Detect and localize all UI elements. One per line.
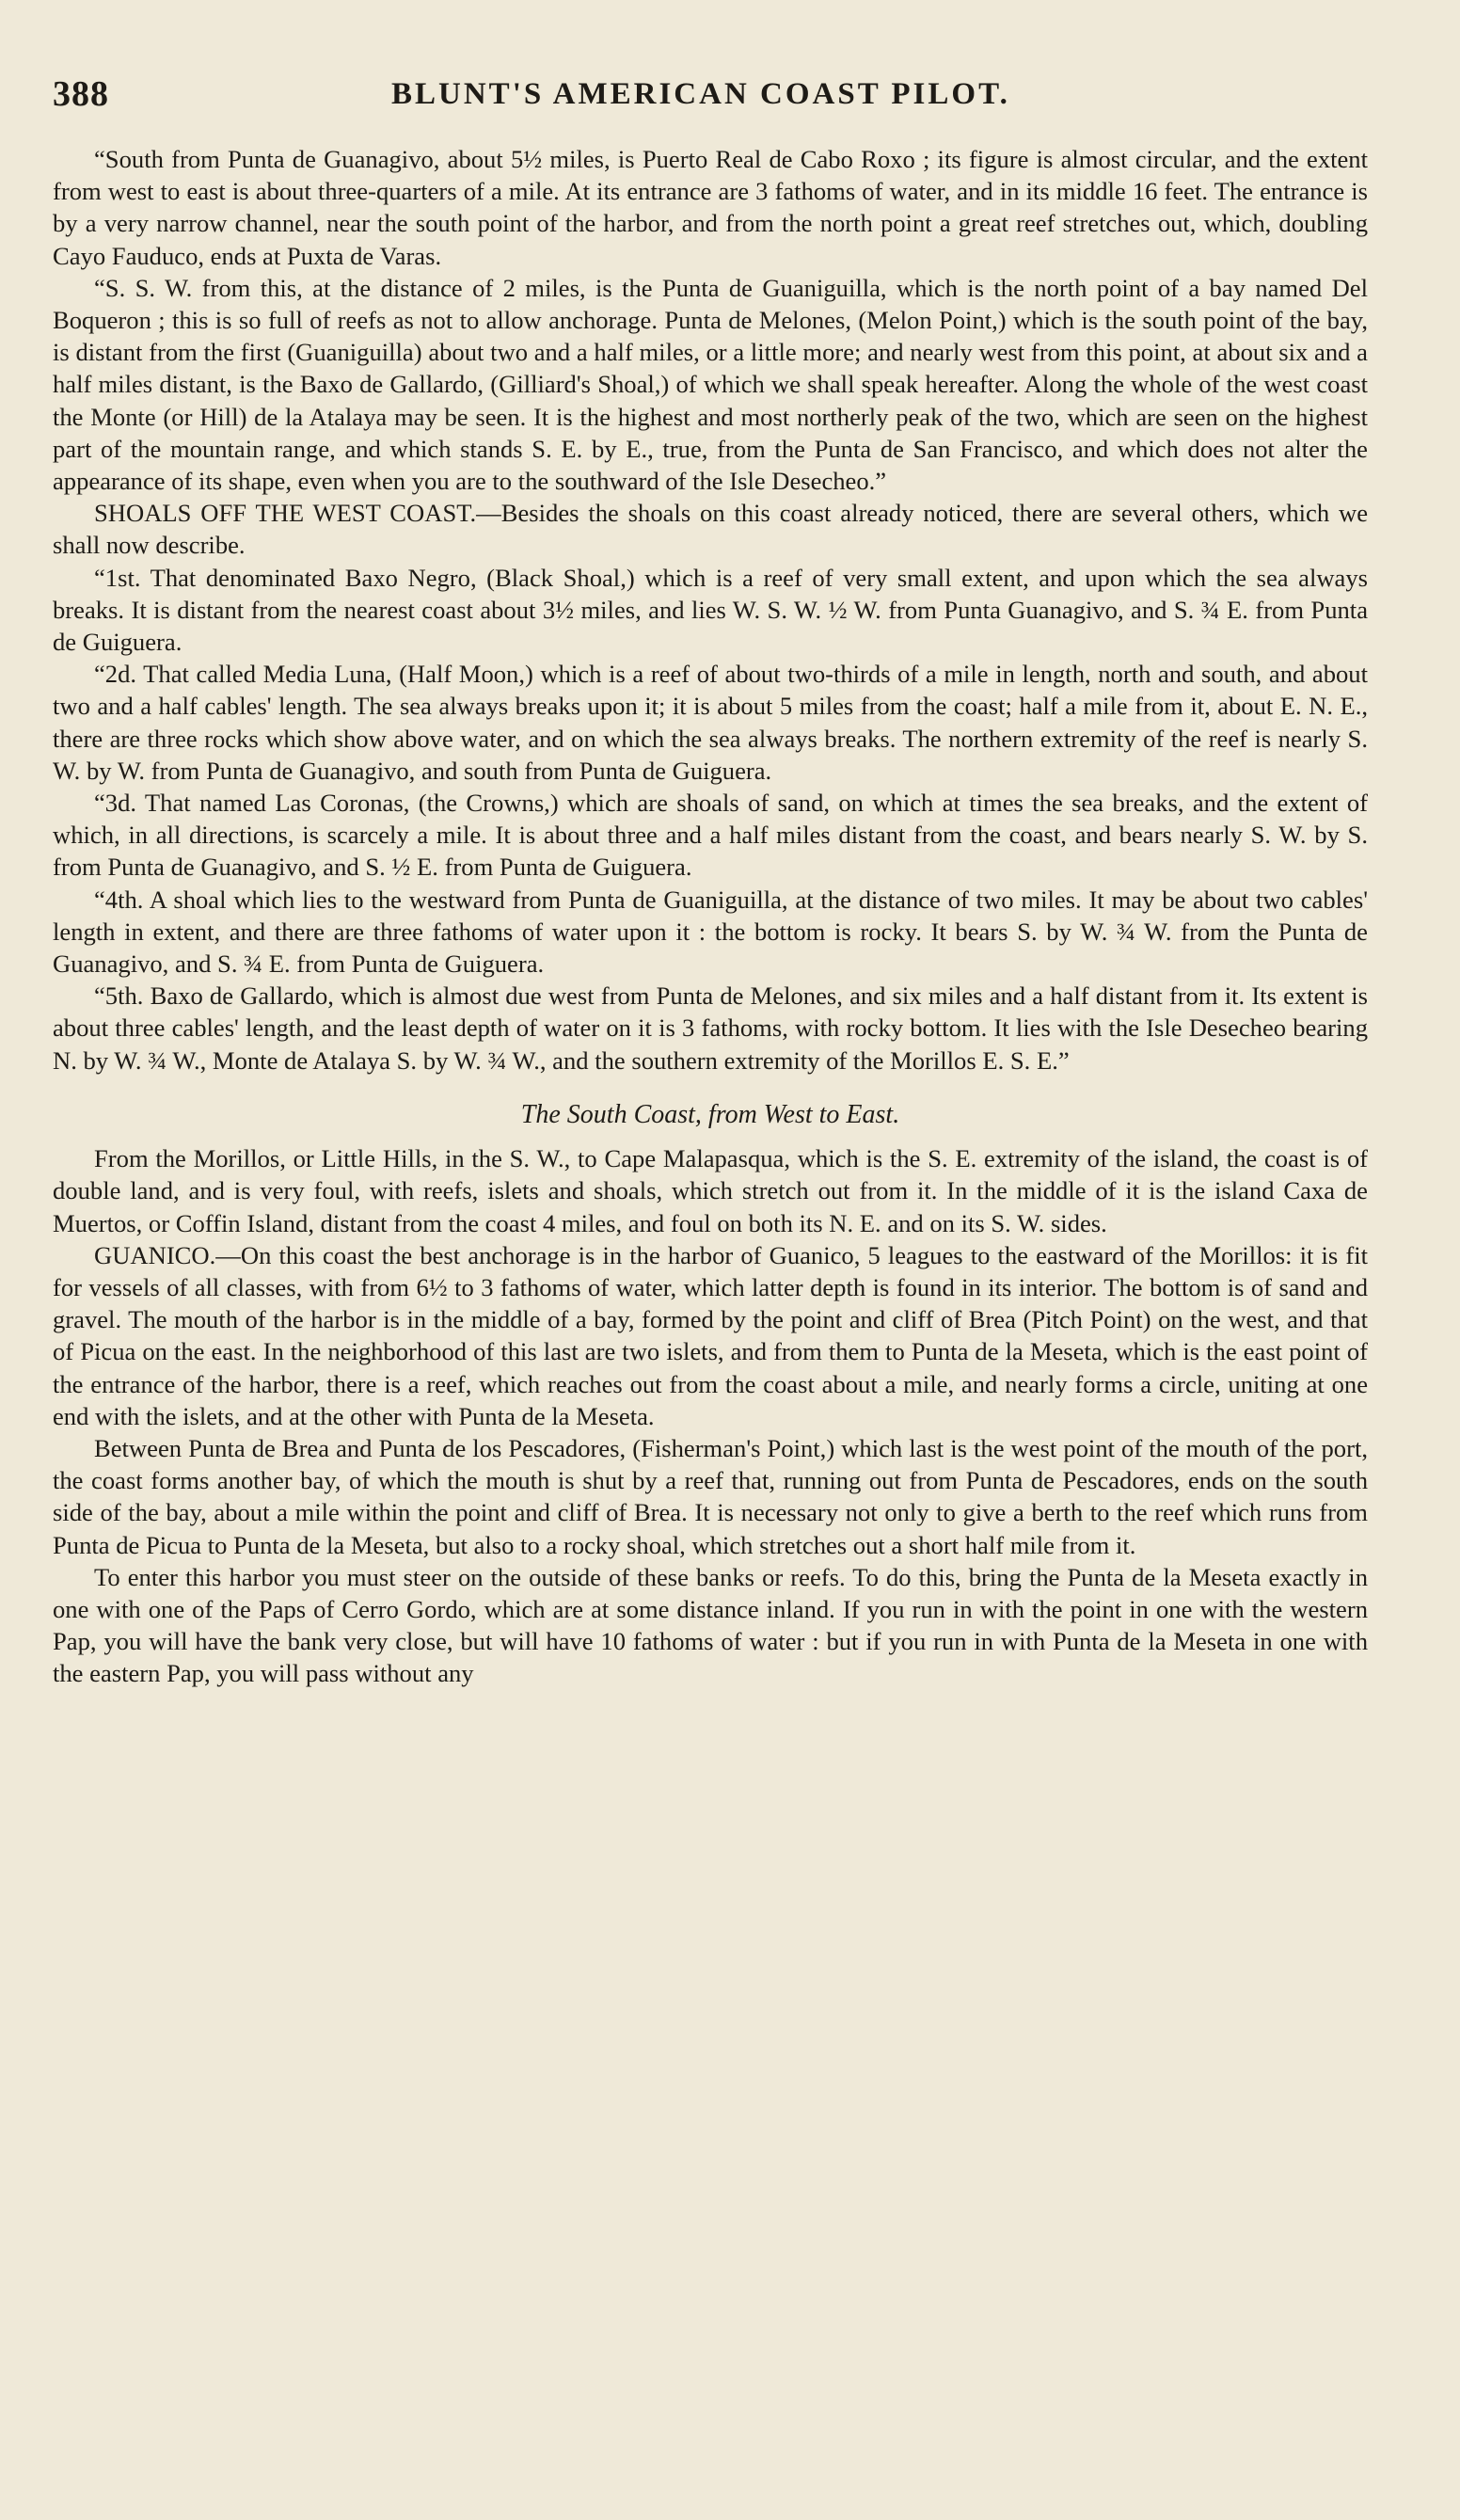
paragraph: “3d. That named Las Coronas, (the Crowns,) which are shoals of sand, on which at times the sea breaks, and the extent of which, in all directions, is scarcely a mile. It is about three and a half miles distant from the coast, and bears nearly S. W. by S. from Punta de Guanagivo, and S. ½ E. from Punta de Guiguera. xyxy=(53,789,1368,882)
body-text xyxy=(53,143,1368,1690)
paragraph: GUANICO.—On this coast the best anchorage is in the harbor of Guanico, 5 leagues to the eastward of the Morillos: it is fit for vessels of all classes, with from 6½ to 3 fathoms of water, which latter depth is found in its interior. The bottom is of sand and gravel. The mouth of the harbor is in the middle of a bay, formed by the point and cliff of Brea (Pitch Point) on the west, and that of Picua on the east. In the neighborhood of this last are two islets, and from them to Punta de la Meseta, which is the east point of the entrance of the harbor, there is a reef, which reaches out from the coast about a mile, and nearly forms a circle, uniting at one end with the islets, and at the other with Punta de la Meseta. xyxy=(53,1240,1368,1430)
paragraph: “S. S. W. from this, at the distance of 2 miles, is the Punta de Guaniguilla, which is the north point of a bay named Del Boqueron ; this is so full of reefs as not to allow anchorage. Punta de Melones, (Melon Point,) which is the south point of the bay, is distant from the first (Guaniguilla) about two and a half miles, or a little more; and nearly west from this point, at about six and a half miles distant, is the Baxo de Gallardo, (Gilliard's Shoal,) of which we shall speak hereafter. Along the whole of the west coast the Monte (or Hill) de la Atalaya may be seen. It is the highest and most northerly peak of the two, which are seen on the highest part of the mountain range, and which stands S. E. by E., true, from the Punta de San Francisco, and which does not alter the appearance of its shape, even when you are to the southward of the Isle Desecheo.” xyxy=(53,273,1368,496)
paragraph: SHOALS OFF THE WEST COAST.—Besides the shoals on this coast already noticed, there are several others, which we shall now describe. xyxy=(53,499,1368,560)
running-head: BLUNT'S AMERICAN COAST PILOT. xyxy=(391,77,1010,111)
paragraph: Between Punta de Brea and Punta de los Pescadores, (Fisherman's Point,) which last is the west point of the mouth of the port, the coast forms another bay, of which the mouth is shut by a reef that, running out from Punta de Pescadores, ends on the south side of the bay, about a mile within the point and cliff of Brea. It is necessary not only to give a berth to the reef which runs from Punta de Picua to Punta de la Meseta, but also to a rocky shoal, which stretches out a short half mile from it. xyxy=(53,1433,1368,1559)
page-header xyxy=(53,73,1370,130)
paragraph: “South from Punta de Guanagivo, about 5½ miles, is Puerto Real de Cabo Roxo ; its figure is almost circular, and the extent from west to east is about three-quarters of a mile. At its entrance are 3 fathoms of water, and in its middle 16 feet. The entrance is by a very narrow channel, near the south point of the harbor, and from the north point a great reef stretches out, which, doubling Cayo Fauduco, ends at Puxta de Varas. xyxy=(53,145,1368,270)
paragraph: “5th. Baxo de Gallardo, which is almost due west from Punta de Melones, and six miles and a half distant from it. Its extent is about three cables' length, and the least depth of water on it is 3 fathoms, with rocky bottom. It lies with the Isle Desecheo bearing N. by W. ¾ W., Monte de Atalaya S. by W. ¾ W., and the southern extremity of the Morillos E. S. E.” xyxy=(53,981,1368,1075)
paragraph: “1st. That denominated Baxo Negro, (Black Shoal,) which is a reef of very small extent, and upon which the sea always breaks. It is distant from the nearest coast about 3½ miles, and lies W. S. W. ½ W. from Punta Guanagivo, and S. ¾ E. from Punta de Guiguera. xyxy=(53,563,1368,657)
page-number: 388 xyxy=(53,74,109,114)
paragraph: “4th. A shoal which lies to the westward from Punta de Guaniguilla, at the distance of two miles. It may be about two cables' length in extent, and there are three fathoms of water upon it : the bottom is rocky. It bears S. by W. ¾ W. from the Punta de Guanagivo, and S. ¾ E. from Punta de Guiguera. xyxy=(53,885,1368,979)
paragraph: To enter this harbor you must steer on the outside of these banks or reefs. To do this, bring the Punta de la Meseta exactly in one with one of the Paps of Cerro Gordo, which are at some distance inland. If you run in with the point in one with the western Pap, you will have the bank very close, but will have 10 fathoms of water : but if you run in with Punta de la Meseta in one with the eastern Pap, you will pass without any xyxy=(53,1562,1368,1688)
paragraph: From the Morillos, or Little Hills, in the S. W., to Cape Malapasqua, which is the S. E. extremity of the island, the coast is of double land, and is very foul, with reefs, islets and shoals, which stretch out from it. In the middle of it is the island Caxa de Muertos, or Coffin Island, distant from the coast 4 miles, and foul on both its N. E. and on its S. W. sides. xyxy=(53,1144,1368,1237)
paragraph: “2d. That called Media Luna, (Half Moon,) which is a reef of about two-thirds of a mile in length, north and south, and about two and a half cables' length. The sea always breaks upon it; it is about 5 miles from the coast; half a mile from it, about E. N. E., there are three rocks which show above water, and on which the sea always breaks. The northern extremity of the reef is nearly S. W. by W. from Punta de Guanagivo, and south from Punta de Guiguera. xyxy=(53,660,1368,785)
section-heading: The South Coast, from West to East. xyxy=(520,1099,900,1129)
